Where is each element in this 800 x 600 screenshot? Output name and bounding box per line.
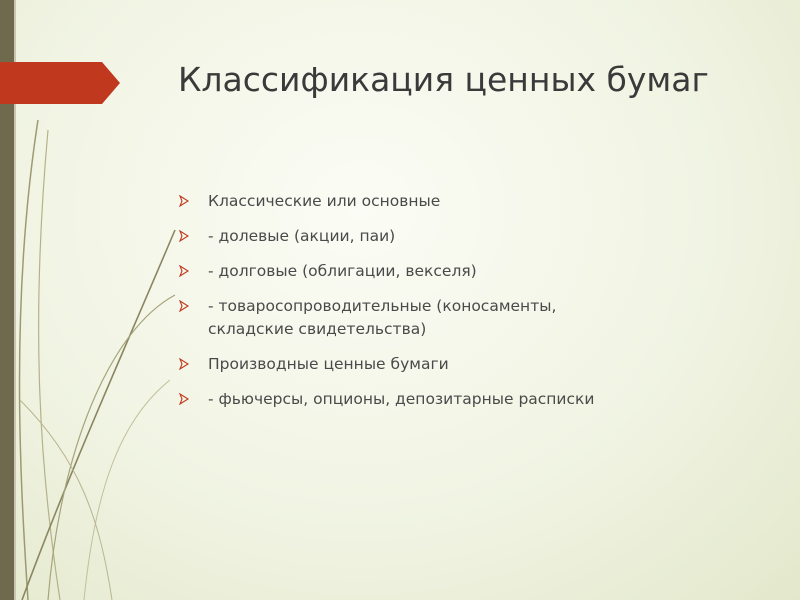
arrow-bullet-icon xyxy=(178,195,190,207)
arrow-bullet-icon xyxy=(178,230,190,242)
bullet-item xyxy=(178,388,778,411)
bullet-item xyxy=(178,260,778,283)
bullet-list xyxy=(178,190,778,423)
arrow-bullet-icon xyxy=(178,358,190,370)
bullet-text: - товаросопроводительные (коносаменты, складские свидетельства) xyxy=(208,297,557,338)
bullet-item xyxy=(178,353,778,376)
bullet-item xyxy=(178,225,778,248)
bullet-item xyxy=(178,190,778,213)
arrow-bullet-icon xyxy=(178,300,190,312)
bullet-text: - фьючерсы, опционы, депозитарные расписки xyxy=(208,390,595,408)
title-arrow-banner xyxy=(0,62,120,104)
bullet-text: - долговые (облигации, векселя) xyxy=(208,262,477,280)
arrow-bullet-icon xyxy=(178,265,190,277)
arrow-bullet-icon xyxy=(178,393,190,405)
bullet-text: - долевые (акции, паи) xyxy=(208,227,396,245)
bullet-item xyxy=(178,295,778,341)
bullet-text: Производные ценные бумаги xyxy=(208,355,449,373)
bullet-text: Классические или основные xyxy=(208,192,441,210)
slide-title: Классификация ценных бумаг xyxy=(178,60,709,99)
